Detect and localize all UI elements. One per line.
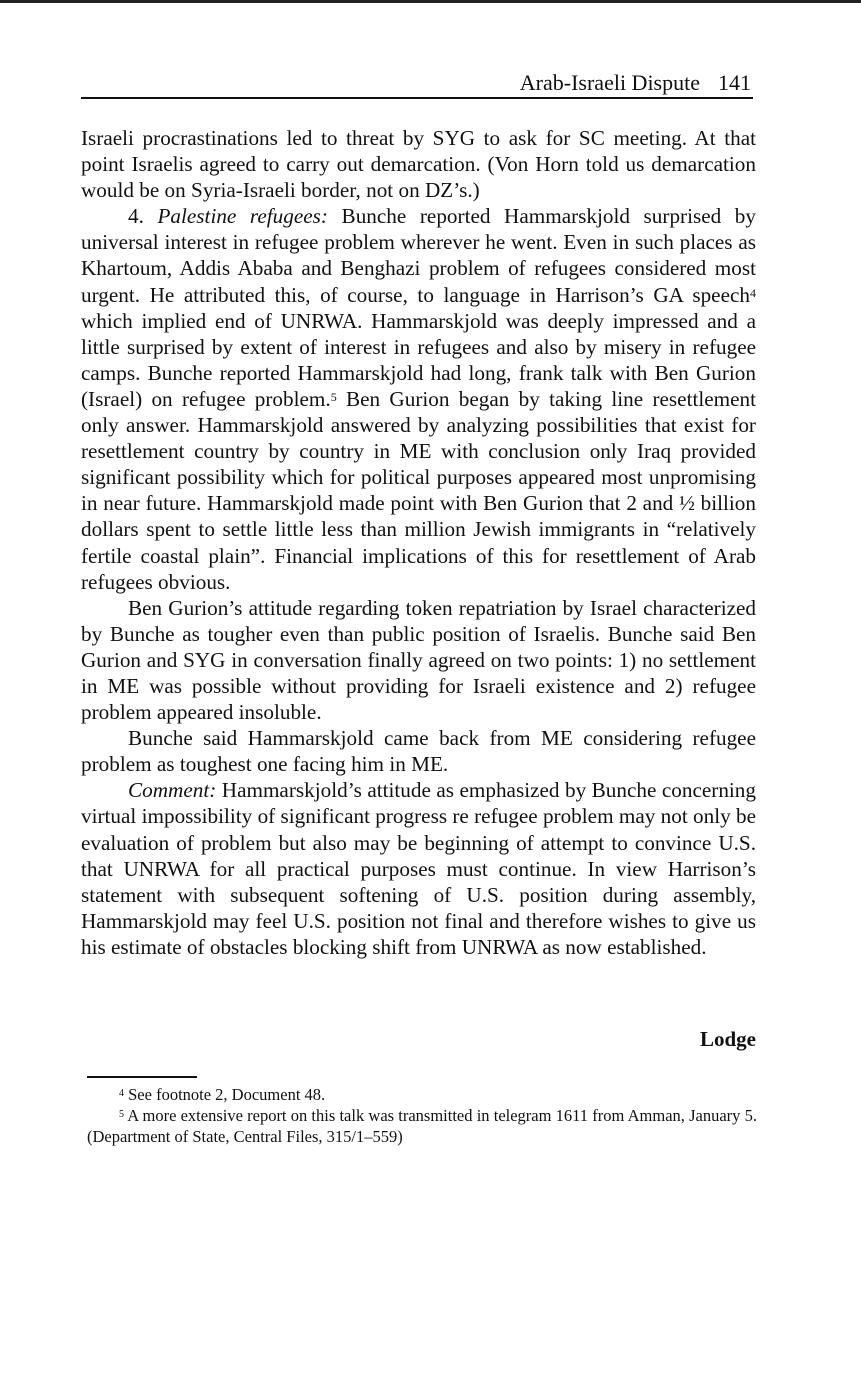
footnote-rule	[87, 1076, 197, 1078]
document-body	[81, 125, 756, 960]
page-number: 141	[718, 70, 751, 95]
paragraph-1: Israeli procrastinations led to threat by SYG to ask for SC meeting. At that point Israelis agreed to carry out demarcation. (Von Horn told us demarcation would be on Syria-Israeli border, not on DZ’s.)	[81, 126, 756, 203]
footnote-ref-5: 5	[330, 389, 337, 404]
footnote-marker: 4	[119, 1088, 124, 1099]
paragraph-3: Ben Gurion’s attitude regarding token repatriation by Israel characterized by Bunche as tougher even than public position of Israelis. Bunche said Ben Gurion and SYG in conversation finally agreed on two points: 1) no settlement in ME was possible without providing for Israeli existence and 2) refugee problem appeared insoluble.	[81, 595, 756, 725]
paragraph-text: Bunche reported Hammarskjold surprised by universal interest in refugee problem wherever he went. Even in such places as Khartoum, Addis Ababa and Benghazi problem of refugees considered most urgent. He attributed this, of course, to language in Harrison’s GA speech	[81, 204, 756, 307]
footnote-ref-4: 4	[750, 285, 756, 300]
section-heading: Palestine refugees:	[157, 204, 328, 229]
paragraph-4: Bunche said Hammarskjold came back from ME considering refugee problem as toughest one facing him in ME.	[81, 726, 756, 777]
header-rule	[81, 97, 753, 99]
paragraph-text: Hammarskjold’s attitude as emphasized by Bunche concerning virtual impossibility of significant progress re refugee problem may not only be evaluation of problem but also may be beginning of attempt to convince U.S. that UNRWA for all practical purposes must continue. In view Harrison’s statement with subsequent softening of U.S. position during assembly, Hammarskjold may feel U.S. position not final and therefore wishes to give us his estimate of obstacles blocking shift from UNRWA as now established.	[81, 778, 756, 959]
paragraph-text: which implied end of UNRWA. Hammarskjold was deeply impressed and a little surprised by extent of interest in refugees and also by misery in refugee camps. Bunche reported Hammarskjold had long, frank talk with Ben Gurion (Israel) on refugee problem.	[81, 308, 756, 411]
footnote-marker: 5	[119, 1109, 124, 1120]
footnote-5	[87, 1105, 757, 1147]
paragraph-text: Ben Gurion began by taking line resettlement only answer. Hammarskjold answered by analyzing possibilities that exist for resettlement country by country in ME with conclusion only Iraq provided significant possibility which for political purposes appeared most unpromising in near future. Hammarskjold made point with Ben Gurion that 2 and ½ billion dollars spent to settle little less than million Jewish immigrants in “relatively fertile coastal plain”. Financial implications of this for resettlement of Arab refugees obvious.	[81, 386, 757, 594]
footnote-text: A more extensive report on this talk was transmitted in telegram 1611 from Amman, January 5. (Department of State, Central Files, 315/1–559)	[87, 1106, 757, 1146]
paragraph-palestine-refugees	[81, 203, 756, 594]
running-head	[81, 70, 751, 96]
footnotes	[87, 1084, 757, 1147]
page-top-edge	[0, 0, 861, 3]
footnote-4	[87, 1084, 757, 1105]
signature: Lodge	[699, 1027, 756, 1051]
comment-label: Comment:	[128, 778, 217, 803]
item-number: 4.	[128, 204, 158, 229]
footnote-text: See footnote 2, Document 48.	[128, 1085, 326, 1104]
running-head-title: Arab-Israeli Dispute	[519, 70, 700, 95]
paragraph-comment	[81, 777, 756, 960]
